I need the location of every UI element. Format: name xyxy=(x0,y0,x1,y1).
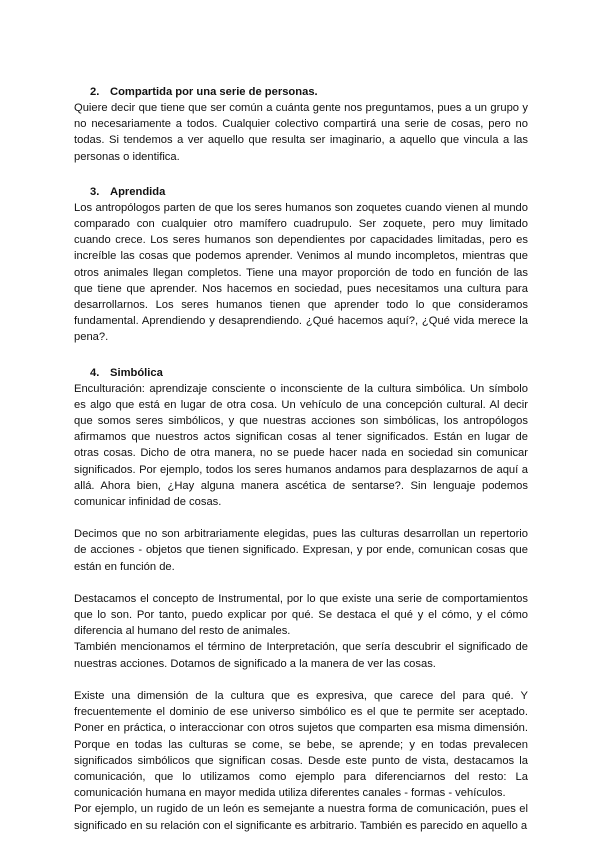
section-number: 2. xyxy=(90,86,100,98)
section-heading xyxy=(74,84,528,100)
paragraph: Enculturación: aprendizaje consciente o inconsciente de la cultura simbólica. Un símbolo es algo que está en lugar de otra cosa. Un vehículo de una concepción cultural. Al decir que somos seres simbólicos, y que nuestras acciones son simbólicas, los antropólogos afirmamos que nuestros actos significan cosas al tener significados. Están en lugar de otras cosas. Dicho de otra manera, no se puede hacer nada en sociedad sin comunicar significados. Por ejemplo, todos los seres humanos andamos para desplazarnos de aquí a allá. Ahora bien, ¿Hay alguna manera ascética de sentarse?. Sin lenguaje podemos comunicar infinidad de cosas. xyxy=(74,382,528,509)
section-4 xyxy=(74,365,528,834)
paragraph: Destacamos el concepto de Instrumental, por lo que existe una serie de comportamientos que lo son. Por tanto, puedo explicar por qué. Se destaca el qué y el cómo, y el cómo diferencia al humano del resto de animales. xyxy=(74,592,528,638)
paragraph: Quiere decir que tiene que ser común a cuánta gente nos preguntamos, pues a un grupo y no necesariamente a todos. Cualquier colectivo compartirá una serie de cosas, pero no todas. Si tendemos a ver aquello que resulta ser imaginario, a aquello que vincula a las personas o identifica. xyxy=(74,102,528,163)
section-title: Aprendida xyxy=(110,185,166,198)
section-number: 4. xyxy=(90,366,100,379)
section-3 xyxy=(74,184,528,346)
paragraph: También mencionamos el término de Interpretación, que sería descubrir el significado de nuestras acciones. Dotamos de significado a la manera de ver las cosas. xyxy=(74,641,528,670)
section-title: Simbólica xyxy=(110,366,163,379)
paragraph: Por ejemplo, un rugido de un león es semejante a nuestra forma de comunicación, pues el significado en su relación con el significante es arbitrario. También es parecido en aquello a xyxy=(74,803,528,832)
section-heading xyxy=(74,365,528,381)
paragraph: Decimos que no son arbitrariamente elegidas, pues las culturas desarrollan un repertorio de acciones - objetos que tienen significado. Expresan, y por ende, comunican cosas que están en función de. xyxy=(74,528,528,573)
paragraph: Existe una dimensión de la cultura que es expresiva, que carece del para qué. Y frecuentemente el dominio de ese universo simbólico es el que te permite ser aceptado. Poner en práctica, o interaccionar con otros sujetos que comparten esa misma dimensión. Porque en todas las culturas se come, se bebe, se aprende; y en todas prevalecen significados simbólicos que significan cosas. Desde este punto de vista, destacamos la comunicación, que lo utilizamos como ejemplo para diferenciarnos del resto: La comunicación humana en mayor medida utiliza diferentes canales - formas - vehículos. xyxy=(74,689,528,800)
section-number: 3. xyxy=(90,185,100,198)
section-heading xyxy=(74,184,528,200)
section-2 xyxy=(74,84,528,165)
section-title: Compartida por una serie de personas. xyxy=(110,86,318,98)
paragraph: Los antropólogos parten de que los seres humanos son zoquetes cuando vienen al mundo comparado con cualquier otro mamífero cuadrupulo. Ser zoquete, pero muy limitado cuando crece. Los seres humanos son dependientes por capacidades limitadas, pero es increíble las cosas que podemos aprender. Venimos al mundo incompletos, mientras que otros animales llegan completos. Tiene una mayor proporción de todo en función de las que tiene que aprender. Nos hacemos en sociedad, pues necesitamos una cultura para desarrollarnos. Los seres humanos tienen que aprender todo lo que consideramos fundamental. Aprendiendo y desaprendiendo. ¿Qué hacemos aquí?, ¿Qué vida merece la pena?. xyxy=(74,201,528,344)
